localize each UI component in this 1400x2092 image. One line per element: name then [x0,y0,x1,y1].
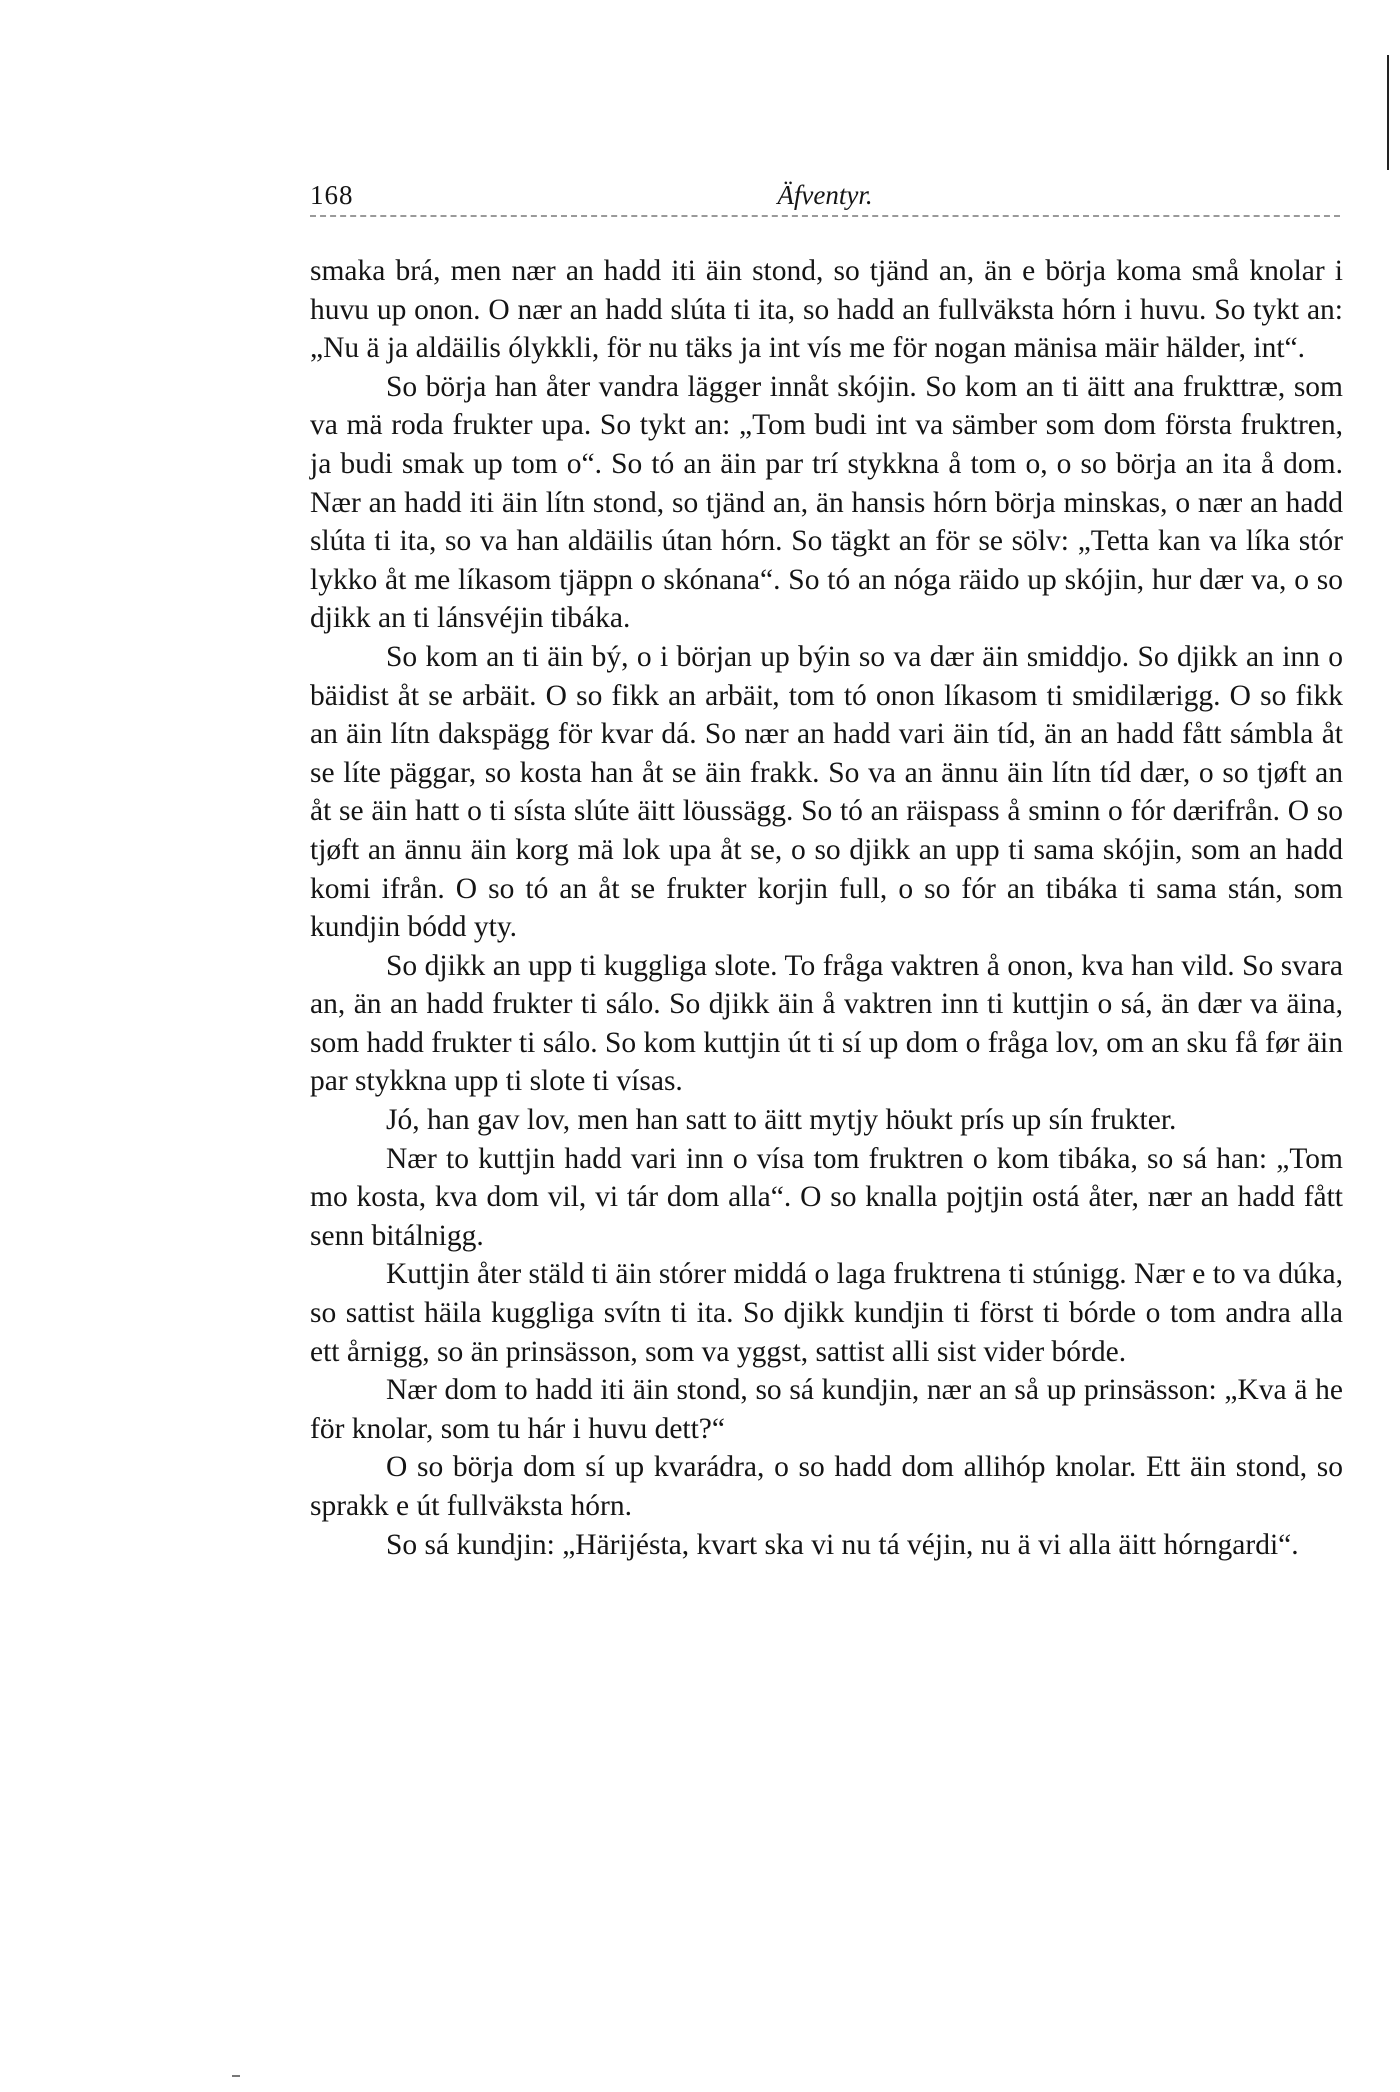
header-rule [310,215,1340,217]
body-text [310,252,1343,1564]
paragraph: smaka brá, men nær an hadd iti äin stond, so tjänd an, än e börja koma små knolar i huvu up onon. O nær an hadd slúta ti ita, so hadd an fullväksta hórn i huvu. So tykt an: „Nu ä ja aldäilis ólykkli, för nu täks ja int vís me för nogan mänisa mäir hälder, int“. [310,255,1343,365]
scan-speck [232,2075,240,2077]
paragraph: So kom an ti äin bý, o i början up býin so va dær äin smiddjo. So djikk an inn o bäidist åt se arbäit. O so fikk an arbäit, tom tó onon líkasom ti smidilærigg. O so fikk an äin lítn dakspägg för kvar dá. So nær an hadd vari äin tíd, än an hadd fått sámbla åt se líte päggar, so kosta han åt se äin frakk. So va an ännu äin lítn tíd dær, o so tjøft an åt se äin hatt o ti sísta slúte äitt löussägg. So tó an räispass å sminn o fór dærifrån. O so tjøft an ännu äin korg mä lok upa åt se, o so djikk an upp ti sama skójin, som an hadd komi ifrån. O so tó an åt se frukter korjin full, o so fór an tibáka ti sama stán, som kundjin bódd yty. [310,640,1343,944]
paragraph: So sá kundjin: „Härijésta, kvart ska vi nu tá véjin, nu ä vi alla äitt hórngardi“. [386,1528,1299,1561]
paragraph: So börja han åter vandra lägger innåt skójin. So kom an ti äitt ana frukttræ, som va mä roda frukter upa. So tykt an: „Tom budi int va sämber som dom första fruktren, ja budi smak up tom o“. So tó an äin par trí stykkna å tom o, o so börja an ita å dom. Nær an hadd iti äin lítn stond, so tjänd an, än hansis hórn börja minskas, o nær an hadd slúta ti ita, so va han aldäilis útan hórn. So tägkt an för se sölv: „Tetta kan va líka stór lykko åt me líkasom tjäppn o skónana“. So tó an nóga räido up skójin, hur dær va, o so djikk an ti lánsvéjin tibáka. [310,370,1343,635]
page-number: 168 [310,180,354,210]
running-title: Äfventyr. [777,180,873,210]
page-header [310,180,1340,220]
page-edge-mark [1387,55,1389,170]
paragraph: Nær to kuttjin hadd vari inn o vísa tom fruktren o kom tibáka, so sá han: „Tom mo kosta, kva dom vil, vi tár dom alla“. O so knalla pojtjin ostá åter, nær an hadd fått senn bitálnigg. [310,1142,1343,1252]
paragraph: Nær dom to hadd iti äin stond, so sá kundjin, nær an så up prinsässon: „Kva ä he för knolar, som tu hár i huvu dett?“ [310,1374,1343,1445]
paragraph: So djikk an upp ti kuggliga slote. To fråga vaktren å onon, kva han vild. So svara an, än an hadd frukter ti sálo. So djikk äin å vaktren inn ti kuttjin o sá, än dær va äina, som hadd frukter ti sálo. So kom kuttjin út ti sí up dom o fråga lov, om an sku få før äin par stykkna upp ti slote ti vísas. [310,949,1343,1098]
paragraph: O so börja dom sí up kvarádra, o so hadd dom allihóp knolar. Ett äin stond, so sprakk e út fullväksta hórn. [310,1451,1343,1522]
paragraph: Jó, han gav lov, men han satt to äitt mytjy höukt prís up sín frukter. [386,1104,1177,1137]
paragraph: Kuttjin åter stäld ti äin stórer middá o laga fruktrena ti stúnigg. Nær e to va dúka, so sattist häila kuggliga svítn ti ita. So djikk kundjin ti först ti bórde o tom andra alla ett årnigg, so än prinsässon, som va yggst, sattist alli sist vider bórde. [310,1258,1343,1368]
